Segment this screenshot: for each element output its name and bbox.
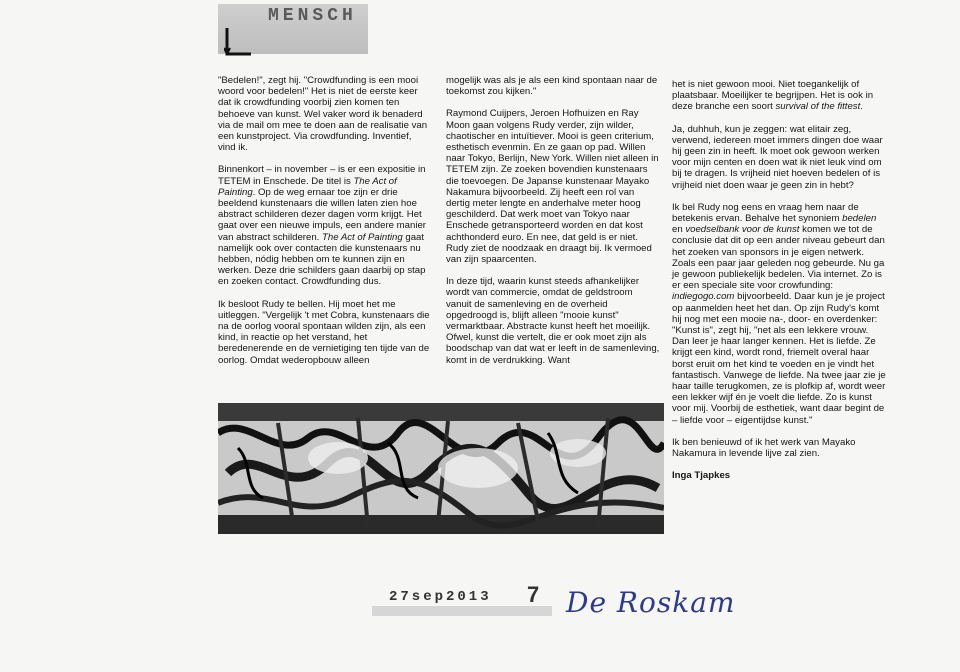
paragraph: Ik besloot Rudy te bellen. Hij moet het me uitleggen. "Vergelijk 't met Cobra, kunstenaars die na de oorlog vooral spontaan wilden zijn, als een kind, in reactie op het verstand, het beredenerende en de vernietiging ten tijde van de oorlog. Omdat wederopbouw alleen xyxy=(218,298,430,366)
paragraph: "Bedelen!", zegt hij. "Crowdfunding is een mooi woord voor bedelen!" Het is niet de eerste keer dat ik crowdfunding voorbij zien komen ten behoeve van kunst. Wel vaker word ik benaderd via de mail om mee te doen aan de realisatie van een kunstproject. Via crowdfunding. Inventief, vind ik. xyxy=(218,75,428,154)
paragraph: mogelijk was als je als een kind spontaan naar de toekomst zou kijken." xyxy=(446,75,658,98)
paragraph: Ik bel Rudy nog eens en vraag hem naar de betekenis ervan. Behalve het synoniem bedelen en voedselbank voor de kunst komen we tot de conclusie dat dit op een ander niveau gebeurt dan het zoeken van sponsors in je eigen netwerk. Zoals een paar jaar geleden nog gebeurde. Nu ga je gewoon publiekelijk bedelen. Via internet. Zo is er een speciale site voor crowfunding: indiegogo.com bijvoorbeeld. Daar kun je je project op aanmelden heet het dan. Op zijn Rudy's komt hij nog met een mooie na-, door- en overdenker: "Kunst is", zegt hij, "net als een lekkere vrouw. Dan leer je haar langer kennen. Het is liefde. Ze krijgt een kind, wordt rond, friemelt overal haar borst eruit om het kind te voeden en je vindt het fantastisch. Vanwege de liefde. Na twee jaar zie je haar taille terugkomen, ze is plofkip af, wordt weer een lekker wijf én je voelt die liefde. Zo is kunst voor mij. Voorbij de esthetiek, want daar begint de – liefde voor – eigentijdse kunst." xyxy=(672,201,886,426)
article-column-1 xyxy=(218,75,430,377)
paragraph: Binnenkort – in november – is er een expositie in TETEM in Enschede. De titel is The Act of Painting. Op de weg ernaar toe zijn er drie beeldend kunstenaars die willen laten zien hoe abstract schilderen dezer dagen vorm krijgt. Het gaat over een nieuwe impuls, een andere manier van abstract schilderen. The Act of Painting gaat namelijk ook over contacten die kunstenaars nu hebben, nódig hebben om te kunnen zijn en werken. Deze drie schilders gaan daarbij op stap en zoeken contact. Crowdfunding dus. xyxy=(218,164,426,288)
issue-date: 27sep2013 xyxy=(389,589,492,605)
article-column-2 xyxy=(446,75,660,377)
page-number: 7 xyxy=(527,582,540,607)
paragraph: In deze tijd, waarin kunst steeds afhankelijker wordt van commercie, omdat de geldstroom vanuit de samenleving en de overheid opgedroogd is, blijft alleen "mooie kunst" vermarktbaar. Abstracte kunst heeft het moeilijk. Ofwel, kunst die vertelt, die er ook moet zijn als boodschap van dat wat er leeft in de samenleving, komt in de verdrukking. Want xyxy=(446,276,660,366)
handwritten-signature: De Roskam xyxy=(566,586,736,619)
abstract-painting-image xyxy=(218,403,664,534)
paragraph: Ja, duhhuh, kun je zeggen: wat elitair zeg, verwend, iedereen moet immers dingen doe waar hij geen zin in heeft. Ik moet ook gewoon werken voor mijn centen en doen wat ik niet leuk vind om bij te dragen. Is vrijheid niet hoeven bedelen of is vrijheid niet doen waar je geen zin in hebt? xyxy=(672,123,883,191)
article-column-3 xyxy=(672,79,886,482)
paragraph: Raymond Cuijpers, Jeroen Hofhuizen en Ray Moon gaan volgens Rudy verder, zijn wilder, chaotischer en intuïtiever. Mooi is geen criterium, esthetisch evenmin. En ze gaan op pad. Willen naar Tokyo, Berlijn, New York. Willen niet alleen in TETEM zijn. Ze zoeken bovendien kunstenaars die toevoegen. De Japanse kunstenaar Mayako Nakamura bijvoorbeeld. Zij heeft een rol van dertig meter lengte en anderhalve meter hoog geschilderd. Dat werk moet van Tokyo naar Enschede getransporteerd worden en dat kost achthonderd euro. En nee, dat geld is er niet. Rudy ziet de noodzaak en draagt bij. Ik vermoed van zijn spaarcenten. xyxy=(446,108,659,266)
paragraph: het is niet gewoon mooi. Niet toegankelijk of plaatsbaar. Moeilijker te begrijpen. Het is ook in deze branche een soort survival of the fittest. xyxy=(672,79,874,113)
footer-bar xyxy=(372,606,552,616)
paragraph: Ik ben benieuwd of ik het werk van Mayako Nakamura in levende lijve zal zien. xyxy=(672,436,856,460)
author-name: Inga Tjapkes xyxy=(672,470,731,482)
section-title: MENSCH xyxy=(268,6,357,26)
painting-illustration xyxy=(218,403,664,534)
corner-arrow-icon xyxy=(224,28,254,60)
